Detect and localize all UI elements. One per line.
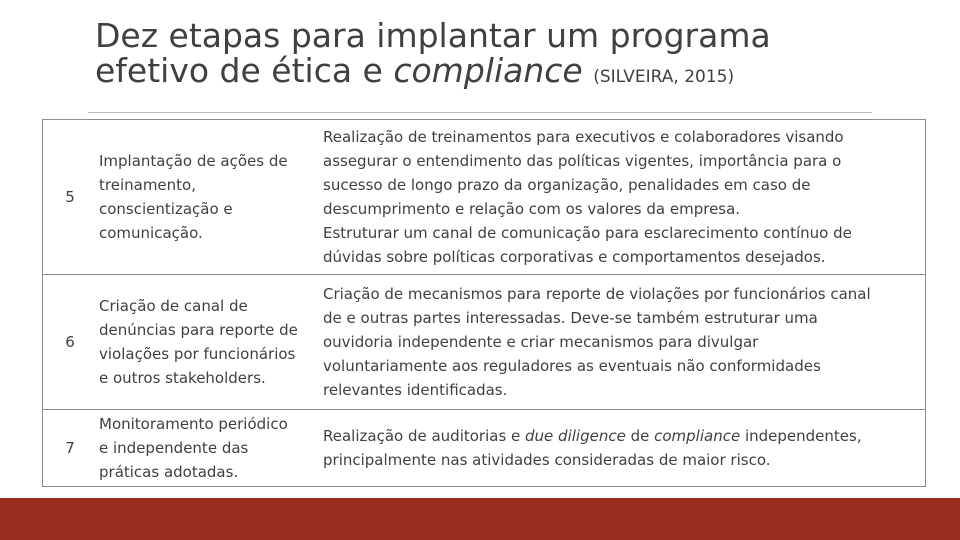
title-line-2-prefix: efetivo de ética e <box>95 51 394 90</box>
title-line-2 <box>95 53 895 95</box>
desc-part-italic: compliance <box>654 427 741 445</box>
step-description-text: Criação de mecanismos para reporte de violações por funcionários canal de e outras partes interessadas. Deve-se também estruturar uma ouvidoria independente e criar mecanismos para divulgar voluntariamente aos reguladores as eventuais não conformidades relevantes identificadas. <box>323 285 871 399</box>
table-row <box>43 120 925 275</box>
step-action <box>97 120 319 274</box>
page-title <box>95 18 895 95</box>
step-action <box>97 275 319 409</box>
title-line-1: Dez etapas para implantar um programa <box>95 16 771 55</box>
step-description <box>323 275 925 409</box>
desc-part-italic: due diligence <box>525 427 626 445</box>
step-action-text: Monitoramento periódico e independente das práticas adotadas. <box>99 415 288 481</box>
steps-table <box>42 119 926 487</box>
step-number: 6 <box>65 333 75 351</box>
title-line-2-italic: compliance <box>393 51 583 90</box>
table-row <box>43 275 925 410</box>
desc-part: de <box>625 427 655 445</box>
step-action-text: Implantação de ações de treinamento, conscientização e comunicação. <box>99 152 288 242</box>
desc-part: Realização de auditorias e <box>323 427 526 445</box>
footer-bar <box>0 498 960 540</box>
step-number: 7 <box>65 439 75 457</box>
table-row <box>43 410 925 486</box>
title-citation: (SILVEIRA, 2015) <box>593 67 735 87</box>
step-description-text: Realização de treinamentos para executivos e colaboradores visando assegurar o entendimento das políticas vigentes, importância para o sucesso de longo prazo da organização, penalidades em caso de descumprimento e relação com os valores da empresa. Estruturar um canal de comunicação para esclarecimento contínuo de dúvidas sobre políticas corporativas e comportamentos desejados. <box>323 128 852 266</box>
title-divider <box>88 112 872 113</box>
step-action <box>97 410 319 486</box>
step-description-text <box>323 424 862 472</box>
step-action-text: Criação de canal de denúncias para reporte de violações por funcionários e outros stakeholders. <box>99 297 298 387</box>
desc-part: independentes, principalmente nas atividades consideradas de maior risco. <box>323 427 862 469</box>
step-description <box>323 120 925 274</box>
step-number: 5 <box>65 188 75 206</box>
step-description <box>323 410 925 486</box>
